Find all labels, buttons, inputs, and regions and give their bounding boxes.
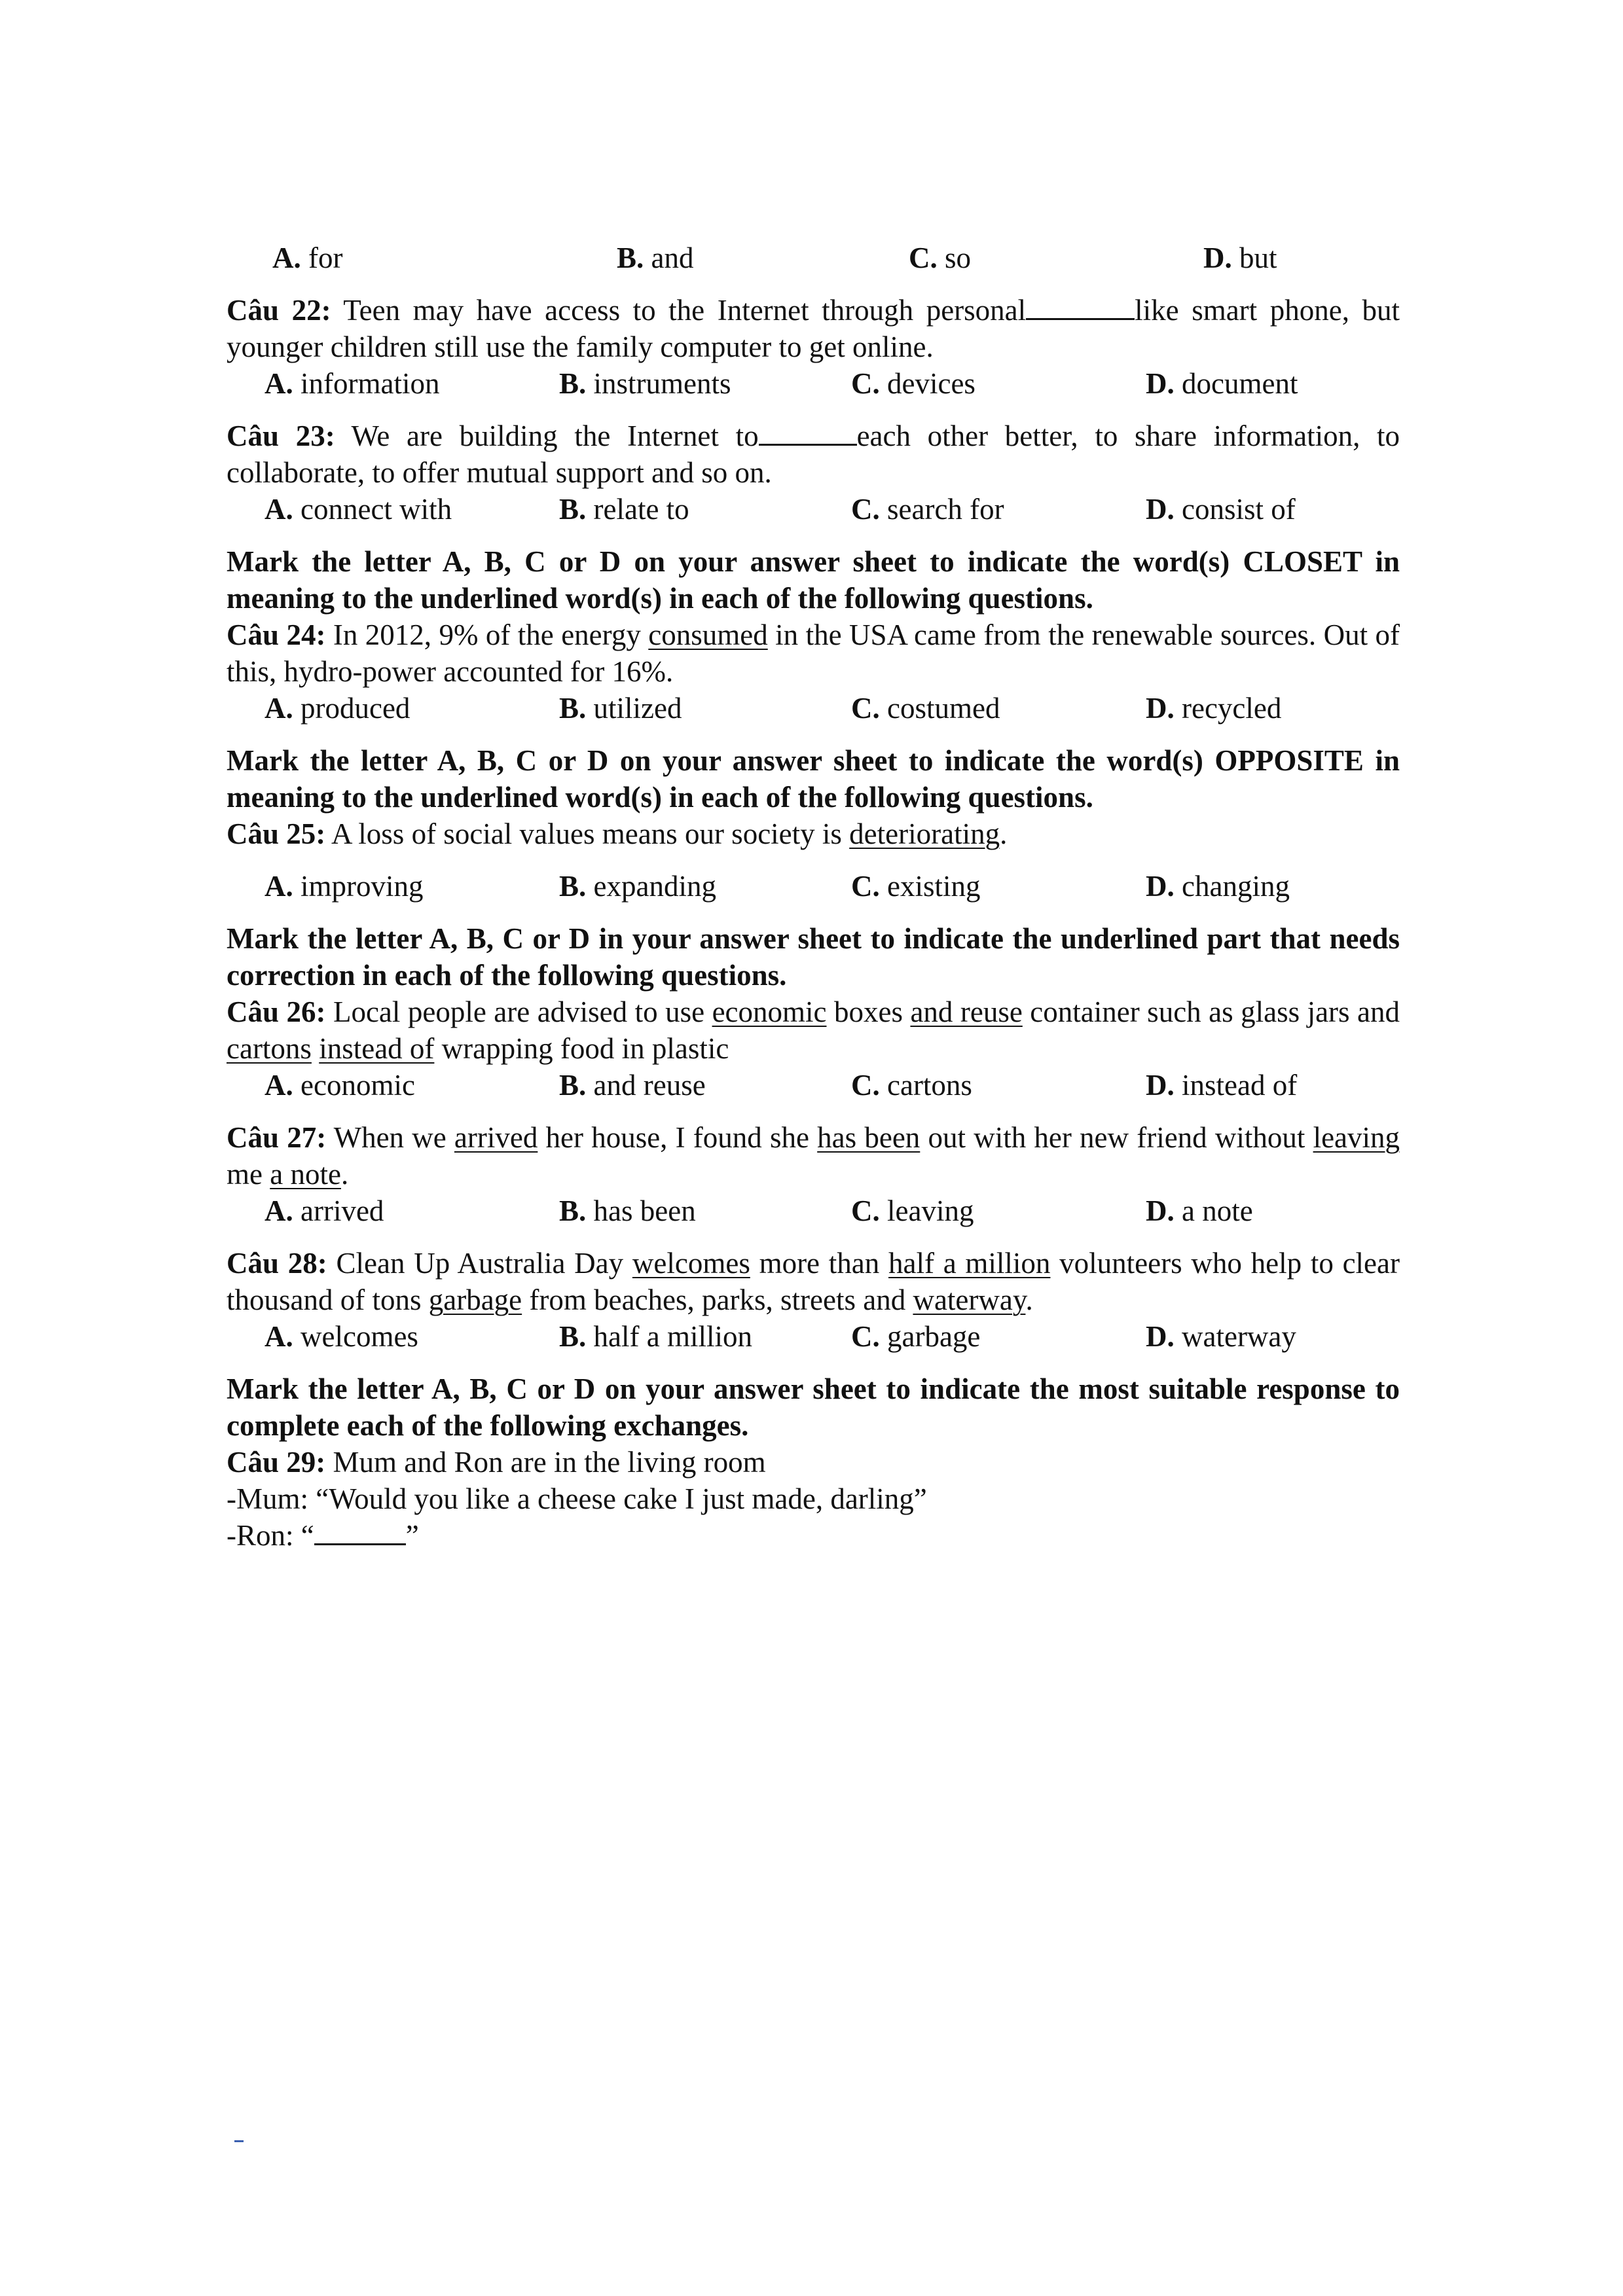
option-b: B. has been [559, 1194, 696, 1227]
question-28-stem: Câu 28: Clean Up Australia Day welcomes more than half a million volunteers who help to clear thousand of tons garbage from beaches, parks, streets and waterway. [227, 1247, 1400, 1316]
question-22-stem: Câu 22: Teen may have access to the Internet through personal like smart phone, but younger children still use the family computer to get online. [227, 292, 1400, 365]
option-d: D. instead of [1146, 1069, 1298, 1102]
option-b: B. expanding [559, 870, 716, 903]
question-23 [227, 418, 1400, 528]
section-instruction-correction: Mark the letter A, B, C or D in your answer sheet to indicate the underlined part that needs correction in each of the following questions. [227, 922, 1400, 992]
question-24-stem: Câu 24: In 2012, 9% of the energy consumed in the USA came from the renewable sources. Out of this, hydro-power accounted for 16%. [227, 619, 1400, 688]
option-a: A. connect with [264, 493, 452, 526]
option-c: C. leaving [851, 1194, 974, 1227]
section-instruction-closest: Mark the letter A, B, C or D on your answer sheet to indicate the word(s) CLOSET in meaning to the underlined word(s) in each of the following questions. [227, 545, 1400, 615]
option-a: A. welcomes [264, 1320, 418, 1353]
section-instruction-opposite: Mark the letter A, B, C or D on your answer sheet to indicate the word(s) OPPOSITE in meaning to the underlined word(s) in each of the following questions. [227, 744, 1400, 814]
option-c: C. costumed [851, 692, 1000, 725]
option-d: D. recycled [1146, 692, 1282, 725]
option-b: B. half a million [559, 1320, 752, 1353]
option-d: D. waterway [1146, 1320, 1296, 1353]
option-a: A. economic [264, 1069, 415, 1102]
answer-blank [759, 418, 857, 446]
question-21-options [227, 240, 1400, 276]
question-25-stem: Câu 25: A loss of social values means our society is deteriorating. [227, 817, 1008, 850]
dialog-mum: -Mum: “Would you like a cheese cake I just made, darling” [227, 1482, 927, 1515]
answer-blank [1026, 292, 1135, 320]
question-23-stem: Câu 23: We are building the Internet to each other better, to share information, to collaborate, to offer mutual support and so on. [227, 418, 1400, 491]
answer-blank [314, 1517, 406, 1545]
question-28 [227, 1245, 1400, 1355]
footer-mark [234, 2140, 244, 2142]
option-a: A. improving [264, 870, 424, 903]
option-a: A. for [272, 242, 343, 274]
option-c: C. search for [851, 493, 1004, 526]
option-b: B. instruments [559, 367, 731, 400]
option-c: C. garbage [851, 1320, 981, 1353]
question-24 [227, 617, 1400, 726]
question-29 [227, 1444, 1400, 1554]
option-d: D. consist of [1146, 493, 1296, 526]
option-d: D. changing [1146, 870, 1290, 903]
question-29-stem: Câu 29: Mum and Ron are in the living room [227, 1446, 766, 1479]
question-26-stem: Câu 26: Local people are advised to use economic boxes and reuse container such as glass jars and cartons instead of wrapping food in plastic [227, 996, 1400, 1065]
option-d: D. but [1203, 242, 1277, 274]
option-c: C. so [909, 242, 972, 274]
question-25 [227, 816, 1400, 905]
dialog-ron: -Ron: “ ” [227, 1517, 1400, 1554]
question-27-stem: Câu 27: When we arrived her house, I found she has been out with her new friend without leaving me a note. [227, 1121, 1400, 1191]
section-instruction-response: Mark the letter A, B, C or D on your answer sheet to indicate the most suitable response to complete each of the following exchanges. [227, 1372, 1400, 1442]
option-b: B. utilized [559, 692, 682, 725]
exam-content [227, 240, 1400, 1570]
option-a: A. arrived [264, 1194, 384, 1227]
question-22 [227, 292, 1400, 402]
option-b: B. and [617, 242, 694, 274]
option-d: D. a note [1146, 1194, 1253, 1227]
option-b: B. and reuse [559, 1069, 706, 1102]
question-27 [227, 1119, 1400, 1229]
option-c: C. cartons [851, 1069, 972, 1102]
option-d: D. document [1146, 367, 1298, 400]
option-b: B. relate to [559, 493, 689, 526]
option-a: A. produced [264, 692, 410, 725]
question-26 [227, 994, 1400, 1103]
option-c: C. devices [851, 367, 976, 400]
option-a: A. information [264, 367, 440, 400]
option-c: C. existing [851, 870, 981, 903]
